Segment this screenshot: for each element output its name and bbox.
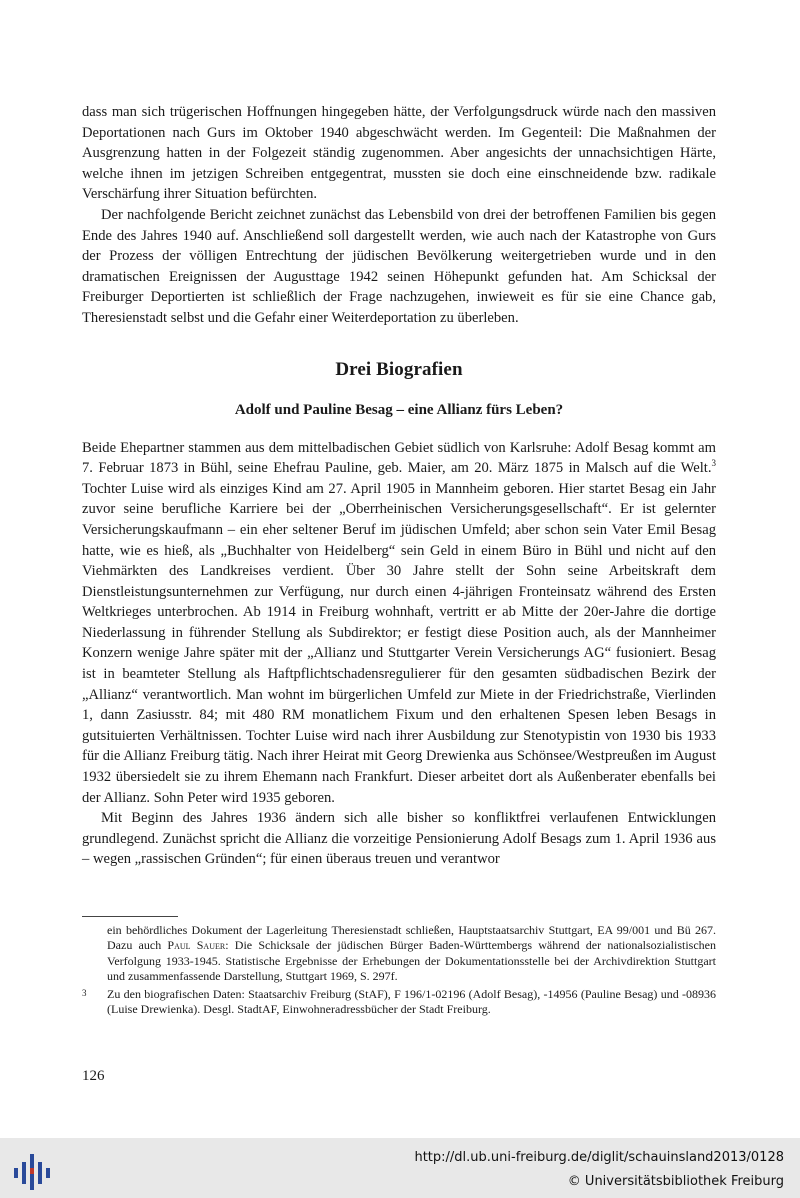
ub-freiburg-logo-icon[interactable] <box>12 1152 52 1192</box>
footnotes <box>82 923 716 1017</box>
intro-paragraph-2: Der nachfolgende Bericht zeichnet zunächst das Lebensbild von drei der betroffenen Familien bis gegen Ende des Jahres 1940 auf. Anschließend soll dargestellt werden, wie auch nach der Katastrophe von Gurs der Prozess der völligen Entrechtung der jüdischen Bevölkerung weitergetrieben wurde und in den dramatischen Ereignissen der Augusttage 1942 seinen Höhepunkt gefunden hat. Am Schicksal der Freiburger Deportierten ist schließlich der Frage nachzugehen, inwieweit es für sie eine Chance gab, Theresienstadt selbst und die Gefahr einer Weiterdeportation zu überleben. <box>82 206 716 326</box>
main-text <box>82 102 716 870</box>
footnote-3-text: Zu den biografischen Daten: Staatsarchiv Freiburg (StAF), F 196/1-02196 (Adolf Besag), -14956 (Pauline Besag) und -08936 (Luise Drewienka). Desgl. StadtAF, Einwohneradressbücher der Stadt Freiburg. <box>107 986 716 1017</box>
body-paragraph-1 <box>82 438 716 809</box>
body-paragraph-1-part-a: Beide Ehepartner stammen aus dem mittelbadischen Gebiet südlich von Karlsruhe: Adolf Besag kommt am 7. Februar 1873 in Bühl, seine Ehefrau Pauline, geb. Maier, am 20. März 1875 in Malsch auf die Welt. <box>82 439 716 477</box>
footnote-3-mark: 3 <box>82 987 87 998</box>
footnote-continued <box>82 923 716 985</box>
subsection-title: Adolf und Pauline Besag – eine Allianz fürs Leben? <box>234 401 564 418</box>
intro-paragraph-1: dass man sich trügerischen Hoffnungen hingegeben hätte, der Verfolgungsdruck würde nach den massiven Deportationen nach Gurs im Oktober 1940 abgeschwächt werden. Im Gegenteil: Die Maßnahmen der Ausgrenzung hatten in der Folgezeit ständig zugenommen. Aber angesichts der unnachsichtigen Härte, welche ihnen im jetzigen Schreiben entgegentrat, mussten sie doch eine einschneidende bzw. radikale Verschärfung ihrer Situation befürchten. <box>82 104 716 203</box>
copyright-notice: © Universitätsbibliothek Freiburg <box>567 1174 784 1189</box>
document-url-link[interactable]: http://dl.ub.uni-freiburg.de/diglit/schauinsland2013/0128 <box>414 1150 784 1165</box>
footnote-ref-3[interactable]: 3 <box>711 458 716 469</box>
section-title: Drei Biografien <box>335 358 463 380</box>
footnote-continued-part-b: : Die Schicksale der jüdischen Bürger Baden-Württembergs während der nationalsozialistischen Verfolgung 1933-1945. Statistische Ergebnisse der Erhebungen der Dokumentationsstelle bei der Archivdirektion Stuttgart und zusammenfassende Darstellung, Stuttgart 1969, S. 297f. <box>107 938 716 984</box>
page-number: 126 <box>82 1068 105 1084</box>
footer-bar <box>0 1138 800 1198</box>
footnote-continued-part-a: ein behördliches Dokument der Lagerleitung Theresienstadt schließen, Hauptstaatsarchiv Stuttgart, EA 99/001 und Bü 267. Dazu auch <box>107 923 716 953</box>
footnote-divider <box>82 916 178 917</box>
footnote-author: Paul Sauer <box>167 938 226 953</box>
footnote-3 <box>82 987 716 1018</box>
body-paragraph-2: Mit Beginn des Jahres 1936 ändern sich alle bisher so konfliktfrei verlaufenen Entwicklungen grundlegend. Zunächst spricht die Allianz die vorzeitige Pensionierung Adolf Besags zum 1. April 1936 aus – wegen „rassischen Gründen“; für einen überaus treuen und verantwor <box>82 810 716 868</box>
body-paragraph-1-part-b: Tochter Luise wird als einziges Kind am 27. April 1905 in Mannheim geboren. Hier startet Besag ein Jahr zuvor seine berufliche Karriere bei der „Oberrheinischen Versicherungsgesellschaft“. Er ist gelernter Versicherungskaufmann – ein eher seltener Beruf im jüdischen Umfeld; aber schon sein Vater Emil Besag hatte, wie es hieß, als „Buchhalter von Heidelberg“ sein Geld in einem Büro in Bühl und nicht auf den Viehmärkten des Landkreises verdient. Über 30 Jahre stellt der Sohn seine Arbeitskraft dem Dienstleistungsunternehmen zur Verfügung, nur durch einen 4-jährigen Fronteinsatz während des Ersten Weltkrieges unterbrochen. Ab 1914 in Freiburg wohnhaft, vertritt er ab Mitte der 20er-Jahre die dortige Niederlassung in führender Stellung als Subdirektor; er festigt diese Position auch, als der Mannheimer Konzern wenige Jahre später mit der „Allianz und Stuttgarter Verein Versicherungs AG“ fusioniert. Besag ist in beamteter Stellung als Haftpflichtschadensregulierer für den gesamten südbadischen Bezirk der „Allianz“ verantwortlich. Man wohnt im bürgerlichen Umfeld zur Miete in der Friedrichstraße, Vierlinden 1, dann Zasiusstr. 84; mit 480 RM monatlichem Fixum und den erhaltenen Spesen leben Besags in gutsituierten Verhältnissen. Tochter Luise wird nach ihrer Ausbildung zur Stenotypistin von 1930 bis 1933 für die Allianz Freiburg tätig. Nach ihrer Heirat mit Georg Drewienka aus Schönsee/Westpreußen im August 1932 übersiedelt sie zu ihrem Ehemann nach Frankfurt. Dieser arbeitet dort als Außenberater ebenfalls bei der Allianz. Sohn Peter wird 1935 geboren. <box>82 480 716 806</box>
